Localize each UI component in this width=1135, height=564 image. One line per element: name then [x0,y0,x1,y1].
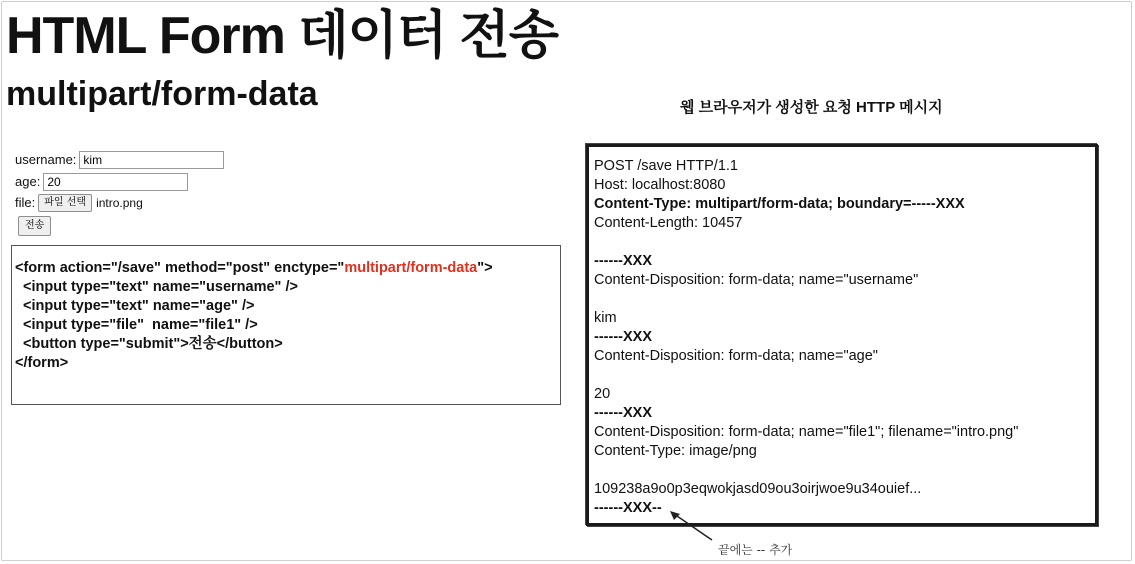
age-row [15,173,188,191]
annotation-label: 끝에는 -- 추가 [718,543,793,557]
http-line: Content-Disposition: form-data; name="username" [594,272,919,288]
submit-button[interactable]: 전송 [18,216,51,236]
code-form-close-text: </form> [15,355,69,371]
http-line: Content-Type: image/png [594,443,757,459]
age-label: age: [15,174,41,189]
http-line: Content-Disposition: form-data; name="age" [594,348,878,364]
file-label: file: [15,195,36,210]
file-row [15,194,143,212]
username-input[interactable] [79,151,224,169]
code-line-username-input [15,278,298,297]
http-line: POST /save HTTP/1.1 [594,158,738,174]
code-line-file-input [15,316,258,335]
code-method-keyword: post [232,260,264,276]
http-line: ------XXX [594,253,652,269]
http-line: 109238a9o0p3eqwokjasd09ou3oirjwoe9u34ouief... [594,481,922,497]
age-input[interactable] [43,173,188,191]
http-line: ------XXX [594,329,652,345]
file-choose-button[interactable]: 파일 선택 [38,194,92,212]
code-button-text: <button type="submit">전송</button> [15,336,283,352]
http-line: kim [594,310,617,326]
code-age-text: <input type="text" name="age" /> [15,298,255,314]
http-line: ------XXX-- [594,500,662,516]
http-line: ------XXX [594,405,652,421]
http-line: Content-Type: multipart/form-data; boundary=-----XXX [594,196,965,212]
code-username-text: <input type="text" name="username" /> [15,279,298,295]
slide-subtitle: multipart/form-data [6,75,318,113]
code-form-open-end: "> [477,260,493,276]
code-line-form-close [15,354,68,373]
http-line: 20 [594,386,611,402]
username-row [15,151,224,169]
code-enctype-value: multipart/form-data [344,260,478,276]
form-preview [11,145,243,243]
http-message-heading: 웹 브라우저가 생성한 요청 HTTP 메시지 [680,99,943,116]
slide-title: HTML Form 데이터 전송 [6,7,558,65]
annotation-arrow-icon [660,506,720,546]
http-line: Host: localhost:8080 [594,177,726,193]
code-file-text: <input type="file" name="file1" /> [15,317,258,333]
file-name: intro.png [96,196,143,210]
html-code-box [11,245,561,405]
code-line-form-open [15,259,493,278]
http-line: Content-Length: 10457 [594,215,743,231]
username-label: username: [15,152,77,167]
code-form-open-pre: <form action="/save" method=" [15,260,233,276]
http-message-box [586,144,1098,526]
code-line-button [15,335,283,354]
code-form-open-mid: " enctype=" [263,260,345,276]
http-line: Content-Disposition: form-data; name="file1"; filename="intro.png" [594,424,1019,440]
code-line-age-input [15,297,254,316]
